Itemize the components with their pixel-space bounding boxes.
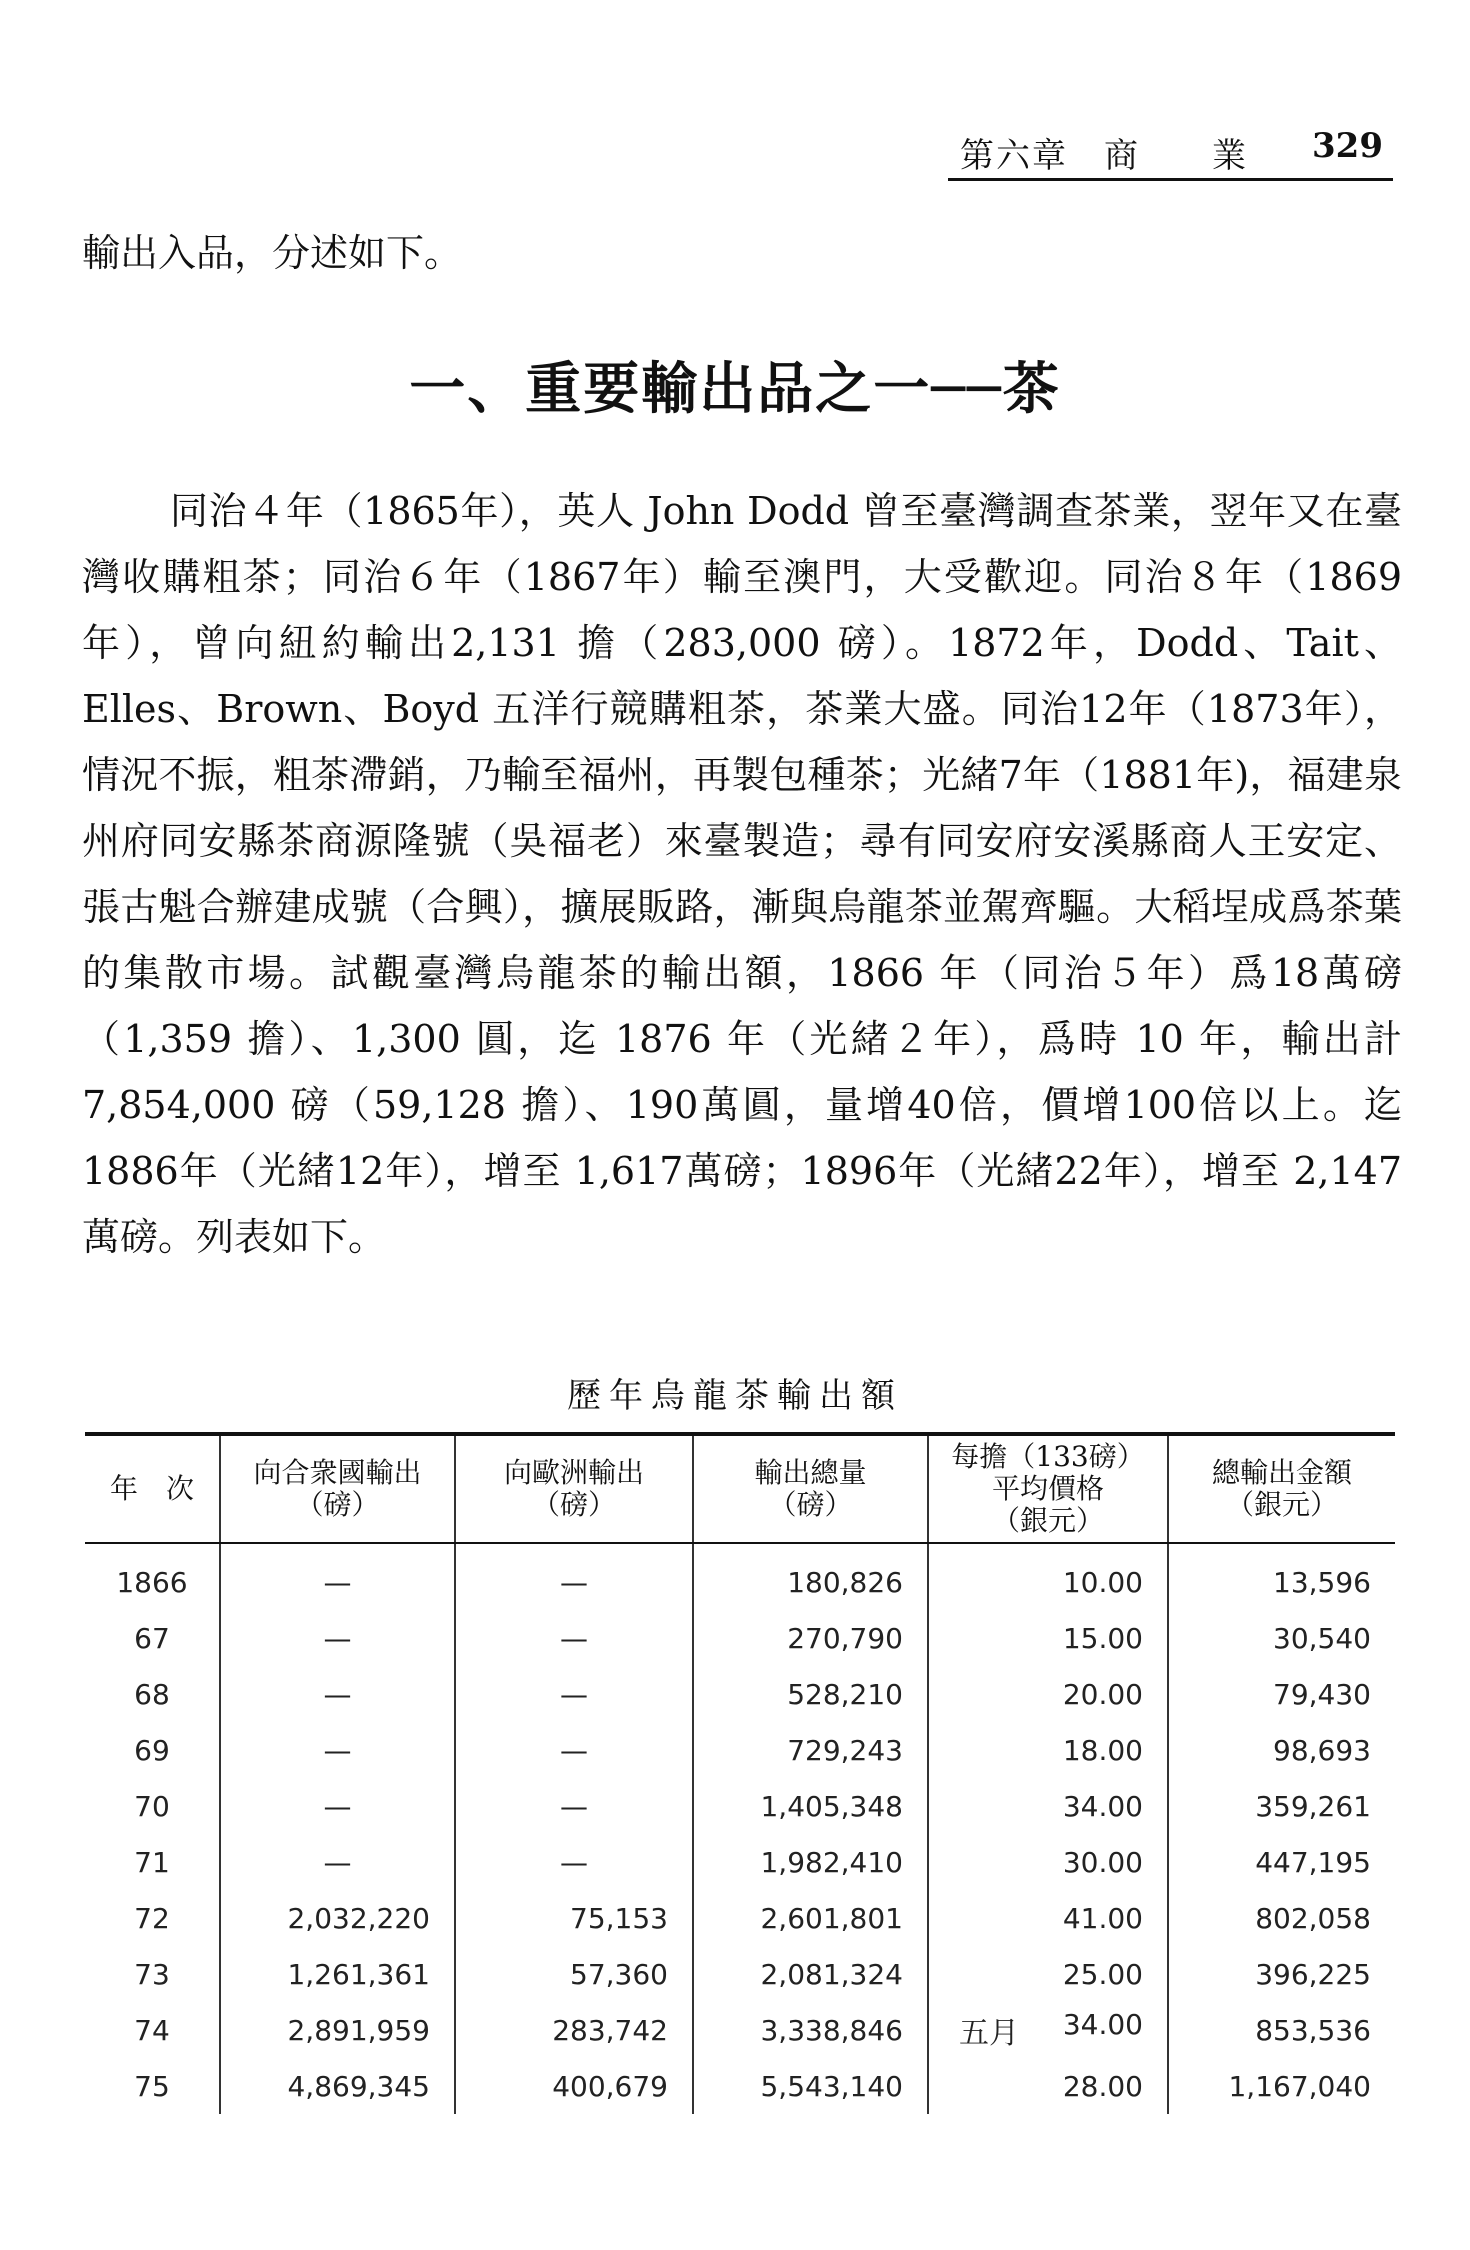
cell-year: 68: [134, 1677, 170, 1711]
cell-note: 五月: [959, 2016, 1019, 2051]
cell-europe-export: 57,360: [455, 1946, 693, 2002]
chapter-title: 第六章 商 業: [960, 136, 1248, 176]
cell-average-price: 25.00: [928, 1946, 1168, 2002]
cell-year: 71: [134, 1845, 170, 1879]
cell-total-volume: 528,210: [693, 1666, 928, 1722]
table-row: [85, 1543, 1395, 1610]
cell-europe-export: —: [455, 1722, 693, 1778]
cell-year: 69: [134, 1733, 170, 1767]
table-row: [85, 1778, 1395, 1834]
table-row: [85, 1834, 1395, 1890]
cell-us-export: 2,891,959: [220, 2002, 455, 2058]
cell-us-export: —: [220, 1666, 455, 1722]
cell-total-volume: 729,243: [693, 1722, 928, 1778]
cell-total-value: 359,261: [1168, 1778, 1395, 1834]
header-year: 年 次: [85, 1434, 220, 1543]
cell-year: 72: [134, 1901, 170, 1935]
cell-us-export: —: [220, 1610, 455, 1666]
cell-total-volume: 1,982,410: [693, 1834, 928, 1890]
cell-total-volume: 2,601,801: [693, 1890, 928, 1946]
table-row: [85, 1946, 1395, 2002]
table-row: [85, 2002, 1395, 2058]
section-title: 一、重要輸出品之一──茶: [409, 356, 1061, 422]
body-paragraph: 同治４年（1865年），英人 John Dodd 曾至臺灣調查茶業，翌年又在臺灣收購粗茶；同治６年（1867年）輸至澳門，大受歡迎。同治８年（1869年），曾向紐約輸出2,131 擔（283,000 磅）。1872年，Dodd、Tait、Elles、Brown、Boyd 五洋行競購粗茶，茶業大盛。同治12年（1873年），情況不振，粗茶滯銷，乃輸至福州，再製包種茶；光緒7年（1881年)，福建泉州府同安縣茶商源隆號（吳福老）來臺製造；尋有同安府安溪縣商人王安定、張古魁合辦建成號（合興），擴展販路，漸與烏龍茶並駕齊驅。大稻埕成爲茶葉的集散市場。試觀臺灣烏龍茶的輸出額，1866 年（同治５年）爲18萬磅（1,359 擔）、1,300 圓，迄 1876 年（光緒２年），爲時 10 年，輸出計 7,854,000 磅（59,128 擔）、190萬圓，量增40倍，價增100倍以上。迄1886年（光緒12年），增至 1,617萬磅；1896年（光緒22年），增至 2,147萬磅。列表如下。: [82, 489, 1402, 1259]
cell-europe-export: 75,153: [455, 1890, 693, 1946]
cell-europe-export: —: [455, 1666, 693, 1722]
cell-year: 70: [134, 1789, 170, 1823]
table-row: [85, 2058, 1395, 2114]
cell-us-export: —: [220, 1778, 455, 1834]
cell-average-price: 15.00: [928, 1610, 1168, 1666]
cell-average-price: 10.00: [928, 1543, 1168, 1610]
cell-europe-export: —: [455, 1610, 693, 1666]
cell-europe-export: —: [455, 1543, 693, 1610]
cell-total-volume: 180,826: [693, 1543, 928, 1610]
cell-us-export: —: [220, 1834, 455, 1890]
cell-average-price: 34.00: [928, 1778, 1168, 1834]
cell-total-volume: 3,338,846: [693, 2002, 928, 2058]
cell-total-value: 30,540: [1168, 1610, 1395, 1666]
cell-us-export: —: [220, 1543, 455, 1610]
cell-year: 73: [134, 1957, 170, 1991]
cell-europe-export: 400,679: [455, 2058, 693, 2114]
cell-total-value: 853,536: [1168, 2002, 1395, 2058]
cell-average-price: 28.00: [928, 2058, 1168, 2114]
header-us-export: 向合衆國輸出 （磅）: [220, 1434, 455, 1543]
table-header-row: [85, 1434, 1395, 1543]
table-caption: 歷年烏龍茶輸出額: [567, 1376, 903, 1416]
cell-average-price: 18.00: [928, 1722, 1168, 1778]
cell-us-export: 4,869,345: [220, 2058, 455, 2114]
export-table: [85, 1432, 1395, 2114]
cell-total-value: 802,058: [1168, 1890, 1395, 1946]
cell-us-export: —: [220, 1722, 455, 1778]
cell-europe-export: —: [455, 1834, 693, 1890]
cell-total-volume: 5,543,140: [693, 2058, 928, 2114]
cell-average-price: 五月 34.00: [928, 2002, 1168, 2058]
cell-europe-export: —: [455, 1778, 693, 1834]
cell-average-price: 41.00: [928, 1890, 1168, 1946]
cell-total-value: 98,693: [1168, 1722, 1395, 1778]
header-europe-export: 向歐洲輸出 （磅）: [455, 1434, 693, 1543]
table-row: [85, 1610, 1395, 1666]
cell-average-price: 30.00: [928, 1834, 1168, 1890]
table-row: [85, 1890, 1395, 1946]
cell-total-value: 13,596: [1168, 1543, 1395, 1610]
cell-total-volume: 2,081,324: [693, 1946, 928, 2002]
cell-year: 74: [134, 2013, 170, 2047]
cell-total-value: 79,430: [1168, 1666, 1395, 1722]
cell-us-export: 1,261,361: [220, 1946, 455, 2002]
table-row: [85, 1666, 1395, 1722]
cell-average-price: 20.00: [928, 1666, 1168, 1722]
cell-us-export: 2,032,220: [220, 1890, 455, 1946]
intro-line: 輸出入品，分述如下。: [82, 231, 463, 275]
cell-total-volume: 270,790: [693, 1610, 928, 1666]
header-average-price: 每擔（133磅） 平均價格 （銀元）: [928, 1434, 1168, 1543]
cell-europe-export: 283,742: [455, 2002, 693, 2058]
table-row: [85, 1722, 1395, 1778]
page-number: 329: [1312, 126, 1383, 166]
cell-total-value: 447,195: [1168, 1834, 1395, 1890]
header-total-volume: 輸出總量 （磅）: [693, 1434, 928, 1543]
cell-year: 1866: [116, 1565, 188, 1599]
cell-year: 67: [134, 1621, 170, 1655]
running-header: [948, 128, 1393, 181]
cell-year: 75: [134, 2069, 170, 2103]
cell-total-value: 1,167,040: [1168, 2058, 1395, 2114]
cell-total-value: 396,225: [1168, 1946, 1395, 2002]
header-total-value: 總輸出金額 （銀元）: [1168, 1434, 1395, 1543]
cell-total-volume: 1,405,348: [693, 1778, 928, 1834]
